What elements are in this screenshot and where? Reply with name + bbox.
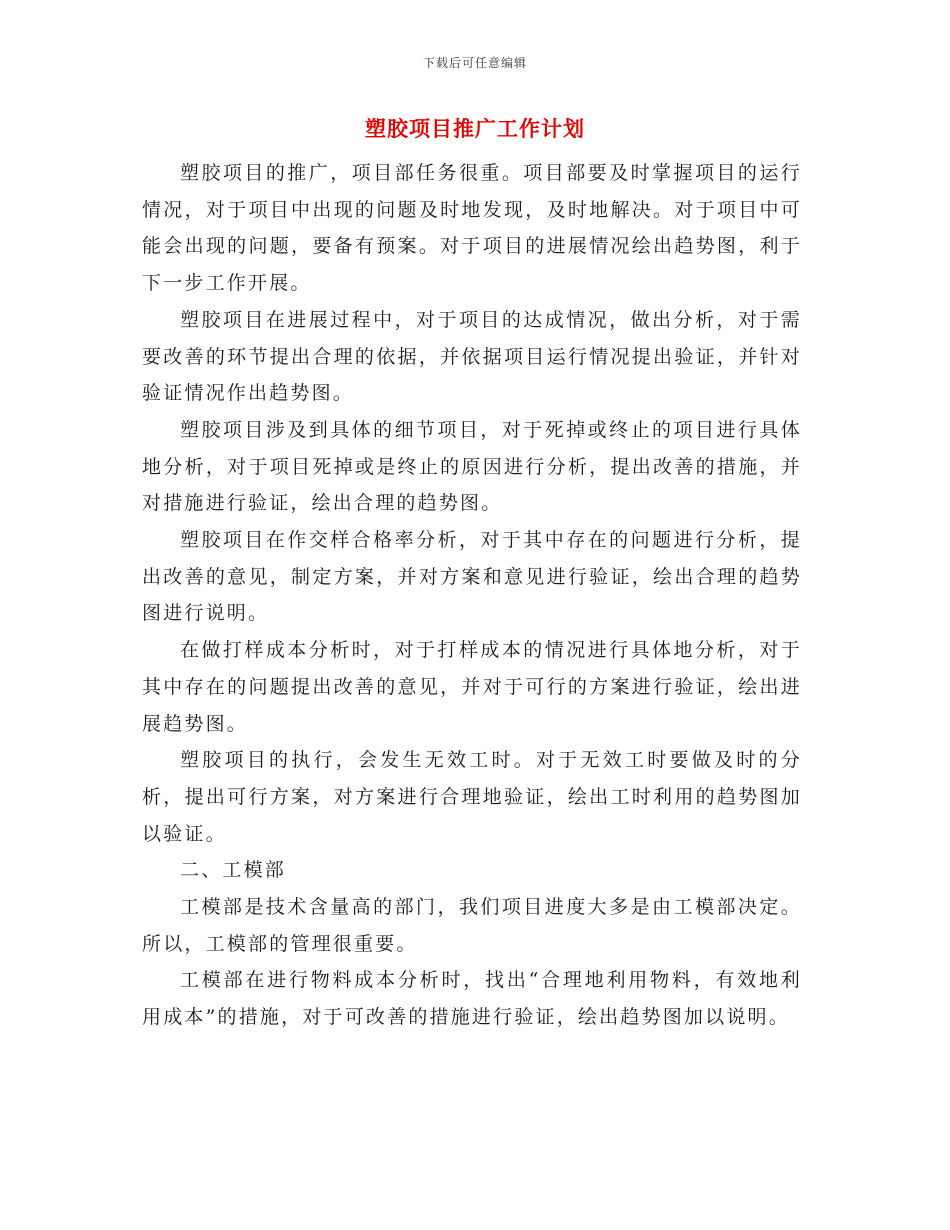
paragraph-3: 塑胶项目涉及到具体的细节项目，对于死掉或终止的项目进行具体地分析，对于项目死掉或是终止的原因进行分析，提出改善的措施，并对措施进行验证，绘出合理的趋势图。 [142,418,802,515]
paragraph-8: 工模部在进行物料成本分析时，找出“合理地利用物料，有效地利用成本”的措施，对于可改善的措施进行验证，绘出趋势图加以说明。 [142,969,802,1029]
header-note: 下载后可任意编辑 [422,56,527,70]
paragraph-4: 塑胶项目在作交样合格率分析，对于其中存在的问题进行分析，提出改善的意见，制定方案，并对方案和意见进行验证，绘出合理的趋势图进行说明。 [142,529,802,625]
document-title: 塑胶项目推广工作计划 [365,116,585,141]
paragraph-2: 塑胶项目在进展过程中，对于项目的达成情况，做出分析，对于需要改善的环节提出合理的依据，并依据项目运行情况提出验证，并针对验证情况作出趋势图。 [142,308,802,405]
paragraph-6: 塑胶项目的执行，会发生无效工时。对于无效工时要做及时的分析，提出可行方案，对方案进行合理地验证，绘出工时利用的趋势图加以验证。 [142,749,802,845]
paragraph-5: 在做打样成本分析时，对于打样成本的情况进行具体地分析，对于其中存在的问题提出改善的意见，并对于可行的方案进行验证，绘出进展趋势图。 [142,639,802,735]
section-heading-tooling: 二、工模部 [180,859,287,882]
paragraph-7: 工模部是技术含量高的部门，我们项目进度大多是由工模部决定。所以，工模部的管理很重要。 [142,896,802,955]
document-body [142,155,802,1036]
paragraph-1: 塑胶项目的推广，项目部任务很重。项目部要及时掌握项目的运行情况，对于项目中出现的问题及时地发现，及时地解决。对于项目中可能会出现的问题，要备有预案。对于项目的进展情况绘出趋势图，利于下一步工作开展。 [142,162,802,295]
